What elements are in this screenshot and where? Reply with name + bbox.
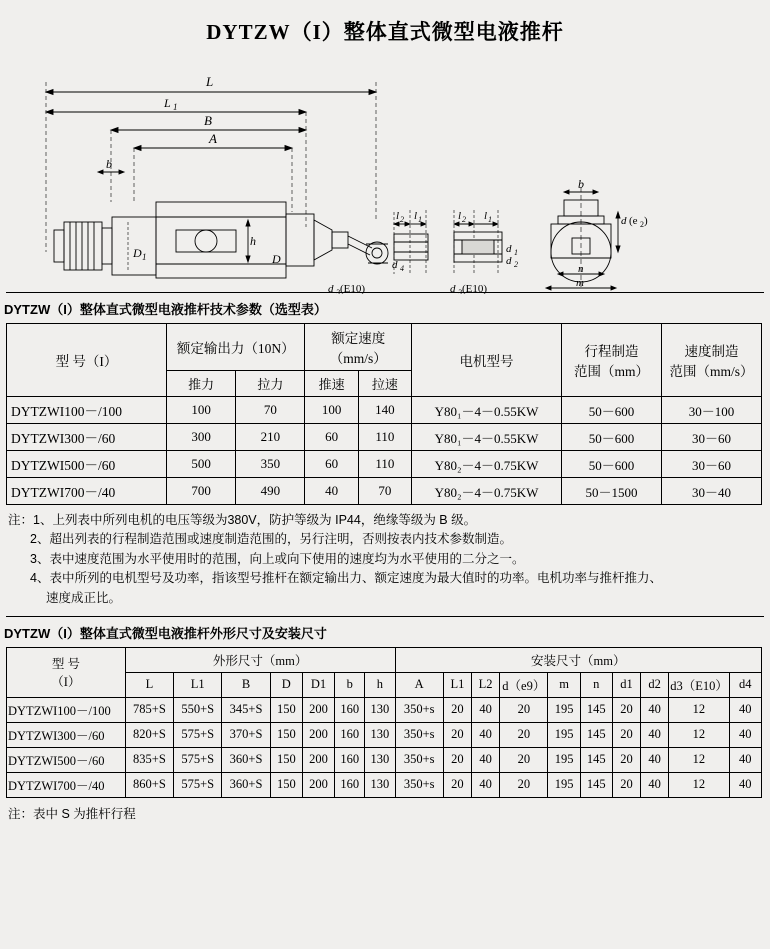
svg-text:l: l	[414, 210, 418, 222]
th-col-B: B	[222, 672, 270, 697]
svg-text:2: 2	[462, 215, 466, 224]
th-outline-dims: 外形尺寸（mm）	[125, 647, 395, 672]
cell-d4: 40	[729, 747, 761, 772]
note-4-cont: 速度成正比。	[46, 590, 122, 605]
cell-m: 195	[548, 747, 580, 772]
cell-model: DYTZWI500－/60	[7, 747, 126, 772]
cell-d1: 20	[612, 697, 640, 722]
svg-text:1: 1	[488, 215, 492, 224]
cell-model: DYTZWI100－/100	[7, 697, 126, 722]
cell-h: 130	[365, 722, 395, 747]
cell-B: 370+S	[222, 722, 270, 747]
svg-text:1: 1	[173, 102, 178, 112]
cell-motor: Y80₁－4－0.55KW	[412, 424, 562, 451]
cell-d2: 40	[641, 697, 669, 722]
cell-d4: 40	[729, 772, 761, 797]
cell-b: 160	[335, 747, 365, 772]
svg-text:): )	[644, 215, 648, 227]
cell-m: 195	[548, 722, 580, 747]
svg-text:1: 1	[514, 248, 518, 257]
th-col-L2m: L2	[471, 672, 499, 697]
cell-B: 360+S	[222, 747, 270, 772]
section2-note: 注：表中 S 为推杆行程	[8, 806, 136, 821]
cell-n: 145	[580, 697, 612, 722]
cell-pull-speed: 140	[358, 397, 411, 424]
cell-model: DYTZWI700－/40	[7, 478, 167, 505]
th-col-L1: L1	[174, 672, 222, 697]
cell-speed: 30－40	[662, 478, 762, 505]
th-speed-range	[662, 324, 762, 397]
cell-L1: 575+S	[174, 772, 222, 797]
table-row	[7, 424, 762, 451]
svg-text:b: b	[578, 177, 584, 191]
table-row	[7, 772, 762, 797]
cell-n: 145	[580, 722, 612, 747]
th-push: 推力	[167, 371, 236, 397]
cell-d-e9: 20	[500, 722, 548, 747]
cell-L2m: 40	[471, 747, 499, 772]
cell-model: DYTZWI300－/60	[7, 424, 167, 451]
svg-text:d: d	[621, 215, 627, 227]
cell-b: 160	[335, 722, 365, 747]
cell-motor: Y80₂－4－0.75KW	[412, 451, 562, 478]
table-row	[7, 397, 762, 424]
th-col-D: D	[270, 672, 302, 697]
th-col-h: h	[365, 672, 395, 697]
cell-model: DYTZWI100－/100	[7, 397, 167, 424]
th-model	[7, 647, 126, 697]
th-rated-output: 额定输出力（10N）	[167, 324, 305, 371]
cell-d1: 20	[612, 747, 640, 772]
th-col-m: m	[548, 672, 580, 697]
th-col-D1: D1	[302, 672, 334, 697]
cell-d3: 12	[669, 697, 729, 722]
cell-pull: 490	[236, 478, 305, 505]
cell-pull: 70	[236, 397, 305, 424]
cell-motor: Y80₂－4－0.75KW	[412, 478, 562, 505]
cell-A: 350+s	[395, 697, 443, 722]
note-1: 注：1、上列表中所列电机的电压等级为380V，防护等级为 IP44，绝缘等级为 B 级。	[8, 513, 477, 527]
svg-text:(E10): (E10)	[462, 283, 488, 294]
svg-text:d: d	[328, 283, 334, 294]
cell-speed: 30－60	[662, 424, 762, 451]
th-pull-speed: 拉速	[358, 371, 411, 397]
th-speed-range-line2: 范围（mm/s）	[669, 364, 754, 379]
cell-d2: 40	[641, 772, 669, 797]
th-col-d2: d2	[641, 672, 669, 697]
technical-parameters-table	[6, 323, 762, 505]
cell-b: 160	[335, 697, 365, 722]
svg-text:d: d	[506, 243, 512, 255]
svg-text:h: h	[250, 234, 256, 248]
cell-d1: 20	[612, 772, 640, 797]
svg-text:m: m	[576, 277, 584, 289]
cell-L2m: 40	[471, 772, 499, 797]
table-row	[7, 451, 762, 478]
cell-L: 860+S	[125, 772, 173, 797]
table-row	[7, 722, 762, 747]
section1-caption: DYTZW（I）整体直式微型电液推杆技术参数（选型表）	[4, 302, 327, 317]
cell-speed: 30－60	[662, 451, 762, 478]
cell-push: 300	[167, 424, 236, 451]
cell-h: 130	[365, 697, 395, 722]
cell-model: DYTZWI700－/40	[7, 772, 126, 797]
cell-stroke: 50－600	[562, 451, 662, 478]
dim-header-row-1	[7, 647, 762, 672]
th-col-d-e9: d（e9）	[500, 672, 548, 697]
cell-pull: 350	[236, 451, 305, 478]
page-title: DYTZW（I）整体直式微型电液推杆	[206, 20, 564, 44]
cell-n: 145	[580, 747, 612, 772]
svg-text:D: D	[133, 246, 142, 260]
cell-D1: 200	[302, 747, 334, 772]
cell-D: 150	[270, 722, 302, 747]
svg-text:n: n	[578, 263, 584, 275]
svg-text:B: B	[204, 113, 212, 128]
svg-text:A: A	[209, 131, 217, 146]
cell-L1m: 20	[443, 772, 471, 797]
th-col-L: L	[125, 672, 173, 697]
cell-A: 350+s	[395, 747, 443, 772]
table-header-row-1	[7, 324, 762, 371]
svg-text:2: 2	[514, 260, 518, 269]
th-rated-speed: 额定速度（mm/s）	[305, 324, 412, 371]
svg-text:L: L	[206, 74, 214, 89]
cell-n: 145	[580, 772, 612, 797]
svg-text:l: l	[484, 210, 488, 222]
cell-push: 700	[167, 478, 236, 505]
cell-d-e9: 20	[500, 747, 548, 772]
cell-d-e9: 20	[500, 697, 548, 722]
cell-L: 820+S	[125, 722, 173, 747]
svg-text:D: D	[272, 252, 281, 266]
svg-text:4: 4	[400, 264, 404, 273]
th-col-d4: d4	[729, 672, 761, 697]
table-row	[7, 697, 762, 722]
svg-text:2: 2	[400, 215, 404, 224]
cell-pull: 210	[236, 424, 305, 451]
cell-push: 500	[167, 451, 236, 478]
dimensions-table	[6, 647, 762, 798]
th-pull: 拉力	[236, 371, 305, 397]
svg-text:3: 3	[336, 288, 340, 294]
cell-pull-speed: 110	[358, 424, 411, 451]
cell-L2m: 40	[471, 722, 499, 747]
svg-text:(E10): (E10)	[340, 283, 366, 294]
cell-h: 130	[365, 772, 395, 797]
svg-text:d: d	[506, 255, 512, 267]
cell-stroke: 50－600	[562, 424, 662, 451]
cell-d-e9: 20	[500, 772, 548, 797]
th-stroke-range-line1: 行程制造	[584, 344, 639, 359]
cell-h: 130	[365, 747, 395, 772]
cell-L1m: 20	[443, 697, 471, 722]
cell-pull-speed: 70	[358, 478, 411, 505]
cell-d4: 40	[729, 697, 761, 722]
th-model-line1: 型 号	[51, 657, 80, 672]
th-mounting-dims: 安装尺寸（mm）	[395, 647, 762, 672]
cell-d2: 40	[641, 722, 669, 747]
cell-L1m: 20	[443, 747, 471, 772]
cell-B: 345+S	[222, 697, 270, 722]
svg-text:d: d	[392, 259, 398, 271]
th-stroke-range	[562, 324, 662, 397]
cell-stroke: 50－1500	[562, 478, 662, 505]
cell-m: 195	[548, 697, 580, 722]
technical-drawing	[6, 52, 764, 292]
cell-d3: 12	[669, 747, 729, 772]
svg-text:l: l	[458, 210, 462, 222]
cell-b: 160	[335, 772, 365, 797]
cell-d4: 40	[729, 722, 761, 747]
svg-text:b: b	[106, 157, 112, 171]
cell-d1: 20	[612, 722, 640, 747]
cell-push-speed: 40	[305, 478, 358, 505]
cell-D1: 200	[302, 772, 334, 797]
th-col-d3-e10: d3（E10）	[669, 672, 729, 697]
table-row	[7, 478, 762, 505]
cell-A: 350+s	[395, 772, 443, 797]
note-2: 2、超出列表的行程制造范围或速度制造范围的，另行注明，否则按表内技术参数制造。	[30, 532, 512, 547]
cell-B: 360+S	[222, 772, 270, 797]
drawing-svg	[6, 52, 764, 294]
svg-text:l: l	[396, 210, 400, 222]
cell-push: 100	[167, 397, 236, 424]
th-push-speed: 推速	[305, 371, 358, 397]
note-4: 4、表中所列的电机型号及功率，指该型号推杆在额定输出力、额定速度为最大值时的功率。电机功率与推杆推力、	[30, 571, 662, 586]
th-col-n: n	[580, 672, 612, 697]
cell-pull-speed: 110	[358, 451, 411, 478]
svg-text:(e: (e	[629, 215, 638, 227]
cell-push-speed: 100	[305, 397, 358, 424]
cell-D: 150	[270, 772, 302, 797]
cell-L1m: 20	[443, 722, 471, 747]
table-row	[7, 747, 762, 772]
th-model-line2: （I）	[51, 675, 81, 690]
cell-m: 195	[548, 772, 580, 797]
cell-D1: 200	[302, 722, 334, 747]
th-col-L1m: L1	[443, 672, 471, 697]
cell-push-speed: 60	[305, 424, 358, 451]
cell-d3: 12	[669, 772, 729, 797]
cell-d3: 12	[669, 722, 729, 747]
svg-text:1: 1	[142, 252, 147, 262]
cell-stroke: 50－600	[562, 397, 662, 424]
cell-D: 150	[270, 747, 302, 772]
svg-text:1: 1	[418, 215, 422, 224]
svg-text:d: d	[450, 283, 456, 294]
cell-A: 350+s	[395, 722, 443, 747]
note-3: 3、表中速度范围为水平使用时的范围，向上或向下使用的速度均为水平使用的二分之一。	[30, 551, 525, 566]
cell-motor: Y80₁－4－0.55KW	[412, 397, 562, 424]
svg-text:3: 3	[458, 288, 462, 294]
svg-text:L: L	[164, 96, 171, 110]
cell-L2m: 40	[471, 697, 499, 722]
th-col-d1: d1	[612, 672, 640, 697]
cell-L: 835+S	[125, 747, 173, 772]
section2-caption: DYTZW（I）整体直式微型电液推杆外形尺寸及安装尺寸	[4, 625, 327, 641]
cell-model: DYTZWI300－/60	[7, 722, 126, 747]
th-stroke-range-line2: 范围（mm）	[573, 364, 649, 379]
cell-L1: 575+S	[174, 722, 222, 747]
cell-L1: 575+S	[174, 747, 222, 772]
th-speed-range-line1: 速度制造	[684, 344, 739, 359]
th-model: 型 号（I）	[7, 324, 167, 397]
cell-d2: 40	[641, 747, 669, 772]
cell-L: 785+S	[125, 697, 173, 722]
th-motor-model: 电机型号	[412, 324, 562, 397]
th-col-A: A	[395, 672, 443, 697]
cell-D1: 200	[302, 697, 334, 722]
cell-push-speed: 60	[305, 451, 358, 478]
cell-speed: 30－100	[662, 397, 762, 424]
svg-text:2: 2	[640, 220, 644, 229]
cell-model: DYTZWI500－/60	[7, 451, 167, 478]
cell-L1: 550+S	[174, 697, 222, 722]
cell-D: 150	[270, 697, 302, 722]
th-col-b: b	[335, 672, 365, 697]
section1-notes	[0, 505, 770, 608]
